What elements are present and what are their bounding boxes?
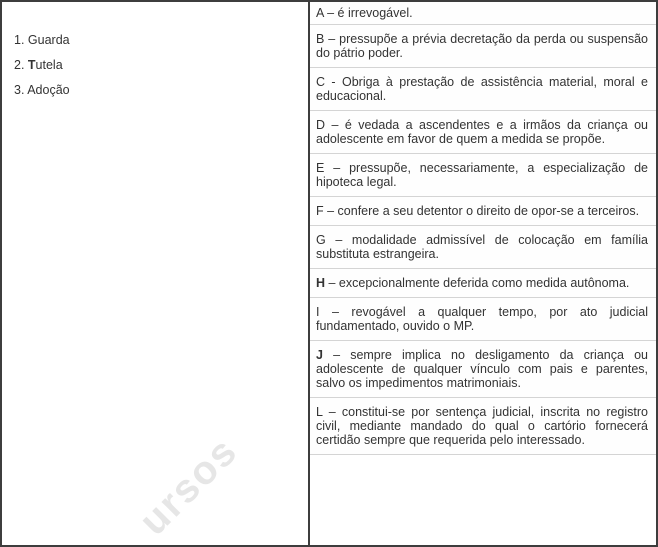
right-column	[310, 2, 656, 545]
option-row-i	[310, 298, 656, 341]
left-column	[2, 2, 310, 545]
option-row-d	[310, 111, 656, 154]
option-letter: J	[316, 348, 323, 362]
option-row-a	[310, 2, 656, 25]
option-row-l	[310, 398, 656, 455]
option-text: J – sempre implica no desligamento da criança ou adolescente de qualquer vínculo com pais e parentes, salvo os impedimentos matrimoniais.	[316, 348, 648, 390]
option-text: G – modalidade admissível de colocação em família substituta estrangeira.	[316, 233, 648, 261]
list-item-adocao: 3. Adoção	[14, 83, 70, 97]
watermark: ursos	[131, 428, 247, 544]
option-row-j	[310, 341, 656, 398]
numbered-list	[2, 33, 308, 97]
option-letter: G	[316, 233, 326, 247]
option-letter: A	[316, 6, 324, 20]
option-letter: E	[316, 161, 325, 175]
option-letter: L	[316, 405, 323, 419]
option-text: C - Obriga à prestação de assistência material, moral e educacional.	[316, 75, 648, 103]
option-row-h	[310, 269, 656, 298]
option-text: I – revogável a qualquer tempo, por ato judicial fundamentado, ouvido o MP.	[316, 305, 648, 333]
option-letter: H	[316, 276, 326, 290]
option-row-b	[310, 25, 656, 68]
option-text: H – excepcionalmente deferida como medida autônoma.	[316, 276, 630, 290]
option-text: D – é vedada a ascendentes e a irmãos da criança ou adolescente em favor de quem a medida se propõe.	[316, 118, 648, 146]
option-letter: C	[316, 75, 326, 89]
option-text: A – é irrevogável.	[316, 6, 413, 20]
option-letter: B	[316, 32, 325, 46]
option-text: L – constitui-se por sentença judicial, inscrita no registro civil, mediante mandado do qual o cartório fornecerá certidão sempre que requerida pelo interessado.	[316, 405, 648, 447]
option-text: B – pressupõe a prévia decretação da perda ou suspensão do pátrio poder.	[316, 32, 648, 60]
option-letter: D	[316, 118, 326, 132]
option-letter: F	[316, 204, 324, 218]
list-item-tutela: 2. Tutela	[14, 58, 63, 72]
option-text: F – confere a seu detentor o direito de opor-se a terceiros.	[316, 204, 640, 218]
option-row-g	[310, 226, 656, 269]
option-letter: I	[316, 305, 320, 319]
option-row-e	[310, 154, 656, 197]
list-item-guarda: 1. Guarda	[14, 33, 70, 47]
option-text: E – pressupõe, necessariamente, a especialização de hipoteca legal.	[316, 161, 648, 189]
option-row-f	[310, 197, 656, 226]
option-row-c	[310, 68, 656, 111]
